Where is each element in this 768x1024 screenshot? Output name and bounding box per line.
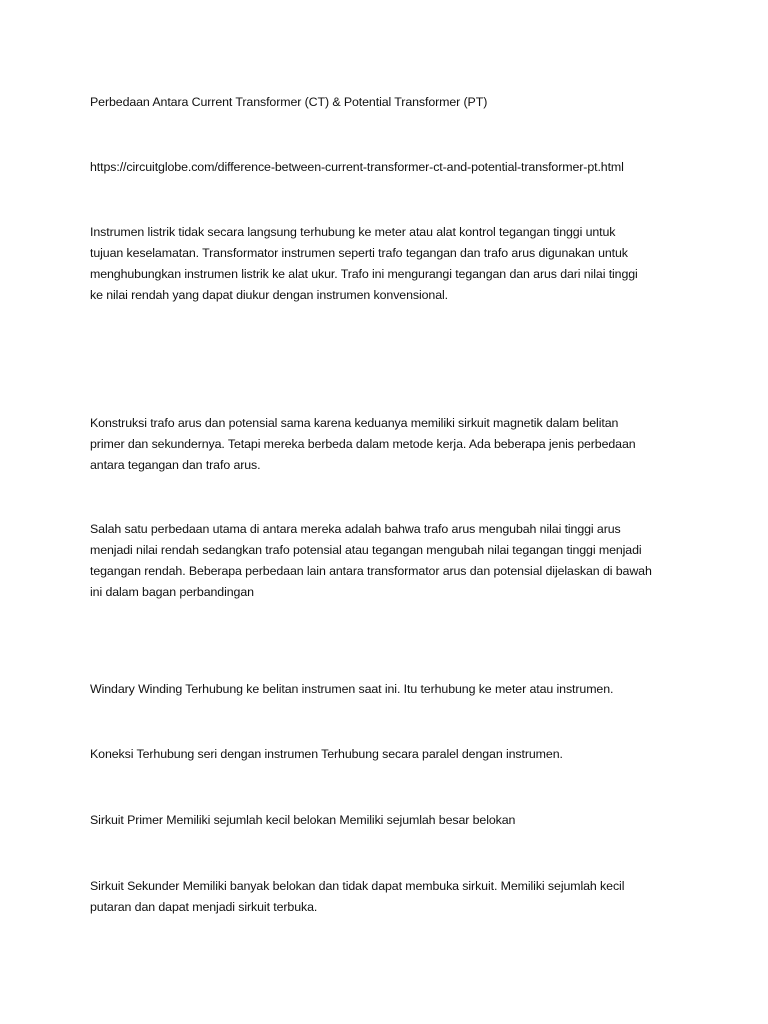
text-line: Instrumen listrik tidak secara langsung terhubung ke meter atau alat kontrol tegangan tinggi untuk (90, 225, 616, 239)
text-line: ke nilai rendah yang dapat diukur dengan instrumen konvensional. (90, 288, 448, 302)
text-line: Windary Winding Terhubung ke belitan instrumen saat ini. Itu terhubung ke meter atau instrumen. (90, 682, 614, 696)
paragraph-construction (90, 413, 690, 476)
text-line: menghubungkan instrumen listrik ke alat ukur. Trafo ini mengurangi tegangan dan arus dari nilai tinggi (90, 267, 638, 281)
text-line: tegangan rendah. Beberapa perbedaan lain antara transformator arus dan potensial dijelaskan di bawah (90, 564, 652, 578)
paragraph-intro (90, 222, 690, 306)
paragraph-connection (90, 744, 690, 765)
text-line: Salah satu perbedaan utama di antara mereka adalah bahwa trafo arus mengubah nilai tinggi arus (90, 522, 621, 536)
source-url (90, 157, 690, 178)
url-line: https://circuitglobe.com/difference-between-current-transformer-ct-and-potential-transformer-pt.html (90, 160, 624, 174)
text-line: antara tegangan dan trafo arus. (90, 458, 261, 472)
text-line: ini dalam bagan perbandingan (90, 585, 254, 599)
paragraph-secondary-circuit (90, 876, 690, 918)
text-line: Sirkuit Primer Memiliki sejumlah kecil belokan Memiliki sejumlah besar belokan (90, 813, 516, 827)
paragraph-difference (90, 519, 690, 603)
text-line: Sirkuit Sekunder Memiliki banyak belokan dan tidak dapat membuka sirkuit. Memiliki sejumlah kecil (90, 879, 625, 893)
paragraph-primary-circuit (90, 810, 690, 831)
text-line: menjadi nilai rendah sedangkan trafo potensial atau tegangan mengubah nilai tegangan tinggi menjadi (90, 543, 642, 557)
text-line: Koneksi Terhubung seri dengan instrumen Terhubung secara paralel dengan instrumen. (90, 747, 563, 761)
title-line: Perbedaan Antara Current Transformer (CT) & Potential Transformer (PT) (90, 95, 488, 109)
text-line: primer dan sekundernya. Tetapi mereka berbeda dalam metode kerja. Ada beberapa jenis perbedaan (90, 437, 636, 451)
document-title (90, 92, 690, 113)
paragraph-winding (90, 679, 690, 700)
text-line: Konstruksi trafo arus dan potensial sama karena keduanya memiliki sirkuit magnetik dalam belitan (90, 416, 619, 430)
text-line: tujuan keselamatan. Transformator instrumen seperti trafo tegangan dan trafo arus digunakan untuk (90, 246, 628, 260)
text-line: putaran dan dapat menjadi sirkuit terbuka. (90, 900, 318, 914)
